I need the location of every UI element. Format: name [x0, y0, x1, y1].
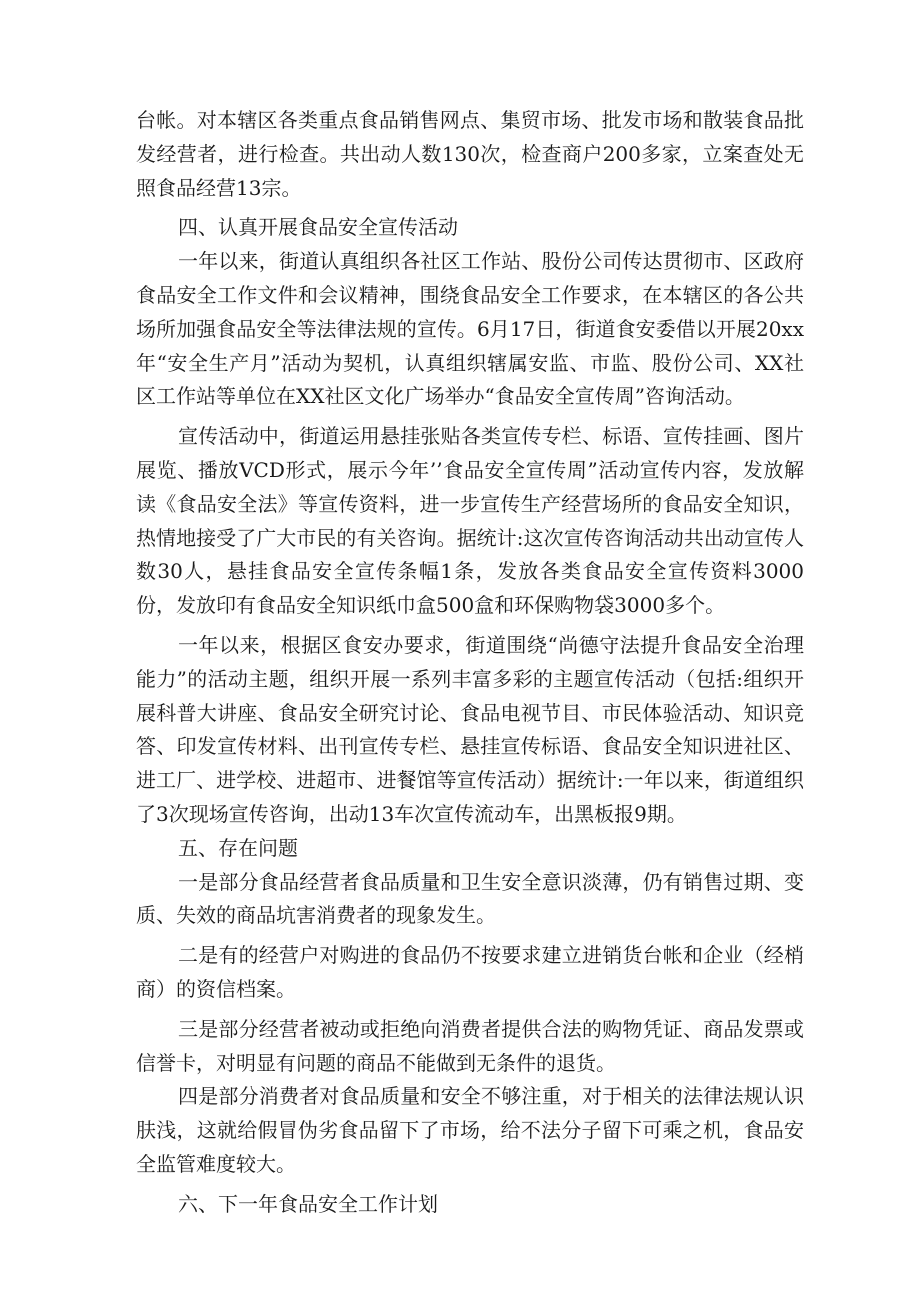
problem-item-1: 一是部分食品经营者食品质量和卫生安全意识淡薄，仍有销售过期、变质、失效的商品坑害消费者的现象发生。 [136, 869, 804, 928]
problem-item-3: 三是部分经营者被动或拒绝向消费者提供合法的购物凭证、商品发票或信誉卡，对明显有问题的商品不能做到无条件的退货。 [136, 1016, 804, 1075]
section-heading-6: 六、下一年食品安全工作计划 [178, 1191, 438, 1216]
problem-item-2: 二是有的经营户对购进的食品仍不按要求建立进销货台帐和企业（经梢商）的资信档案。 [136, 943, 804, 1001]
section-heading-5: 五、存在问题 [178, 835, 298, 860]
paragraph-publicity-overview: 一年以来，街道认真组织各社区工作站、股份公司传达贯彻市、区政府食品安全工作文件和会议精神，围绕食品安全工作要求，在本辖区的各公共场所加强食品安全等法律法规的宣传。6月17日，街道食安委借以开展20xx年“安全生产月”活动为契机，认真组织辖属安监、市监、股份公司、XX社区工作站等单位在XX社区文化广场举办“食品安全宣传周”咨询活动。 [136, 249, 804, 409]
paragraph-publicity-activities: 宣传活动中，街道运用悬挂张贴各类宣传专栏、标语、宣传挂画、图片展览、播放VCD形式，展示今年’’食品安全宣传周”活动宣传内容，发放解读《食品安全法》等宣传资料，进一步宣传生产经营场所的食品安全知识，热情地接受了广大市民的有关咨询。据统计:这次宣传咨询活动共出动宣传人数30人，悬挂食品安全宣传条幅1条，发放各类食品安全宣传资料3000份，发放印有食品安全知识纸巾盒500盒和环保购物袋3000多个。 [136, 424, 804, 618]
section-heading-4: 四、认真开展食品安全宣传活动 [178, 215, 458, 240]
paragraph-continued-inspection: 台帐。对本辖区各类重点食品销售网点、集贸市场、批发市场和散装食品批发经营者，进行检查。共出动人数130次，检查商户200多家，立案查处无照食品经营13宗。 [136, 108, 804, 200]
paragraph-theme-activities: 一年以来，根据区食安办要求，街道围绕“尚德守法提升食品安全治理能力”的活动主题，组织开展一系列丰富多彩的主题宣传活动（包括:组织开展科普大讲座、食品安全研究讨论、食品电视节目、市民体验活动、知识竞答、印发宣传材料、出刊宣传专栏、悬挂宣传标语、食品安全知识进社区、进工厂、进学校、进超市、进餐馆等宣传活动）据统计:一年以来，街道组织了3次现场宣传咨询，出动13车次宣传流动车，出黑板报9期。 [136, 632, 804, 826]
problem-item-4: 四是部分消费者对食品质量和安全不够注重，对于相关的法律法规认识肤浅，这就给假冒伪劣食品留下了市场，给不法分子留下可乘之机，食品安全监管难度较大。 [136, 1084, 804, 1176]
document-page [136, 104, 804, 1222]
